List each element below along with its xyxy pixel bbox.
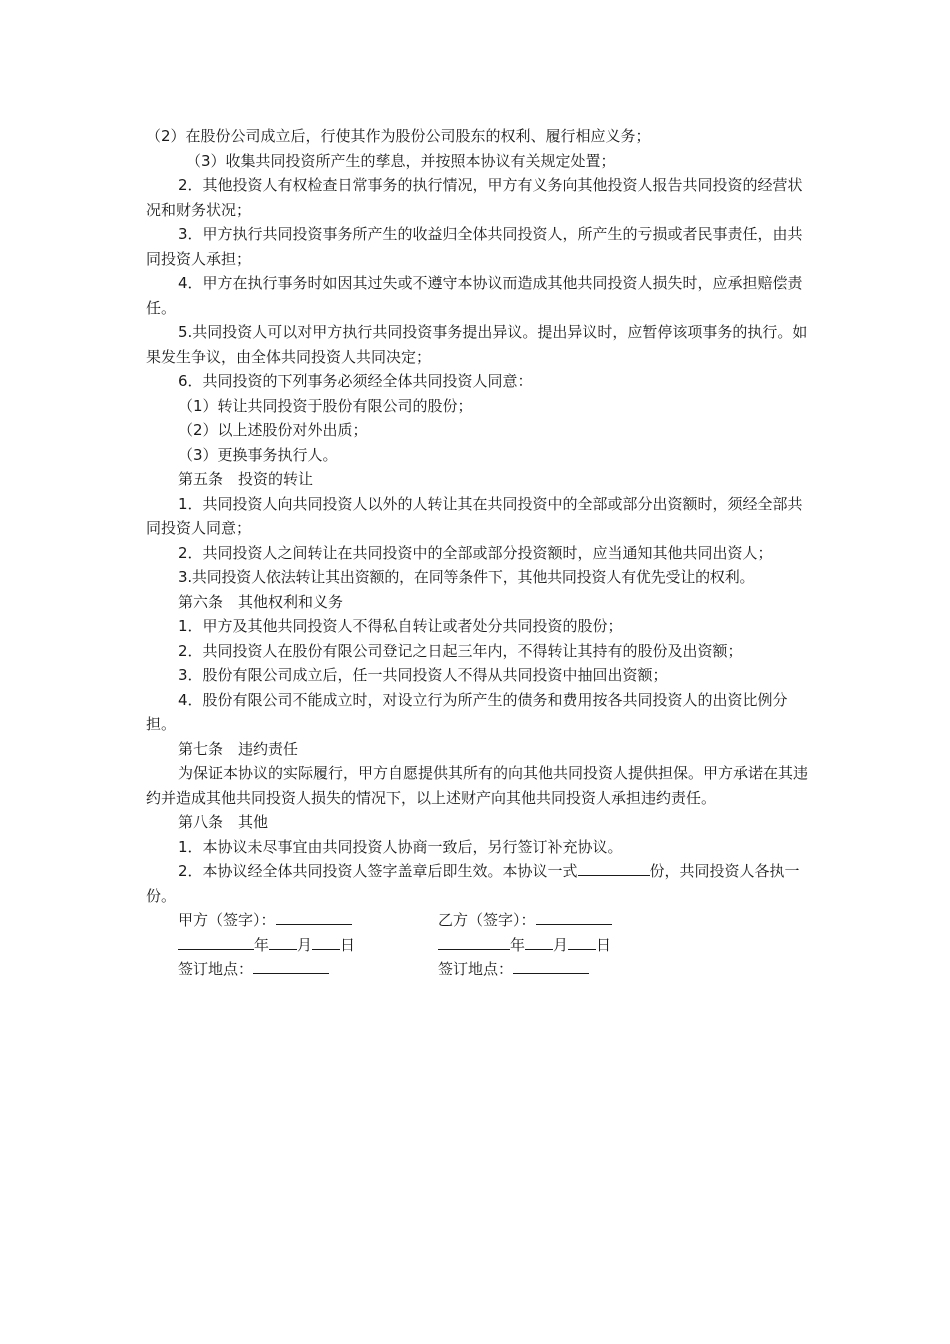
party-a-year-blank (178, 933, 254, 950)
party-a-sign-blank (276, 908, 352, 925)
party-b-place (438, 957, 589, 982)
party-a-day-blank (312, 933, 340, 950)
clause-6-sub-2: （2）以上述股份对外出质； (178, 421, 368, 439)
clause-item-4: 4．甲方在执行事务时如因其过失或不遵守本协议而造成其他共同投资人损失时，应承担赔偿责任。 (146, 274, 803, 317)
party-b-day-label: 日 (596, 935, 612, 954)
party-a-month-blank (269, 933, 297, 950)
clause-6-sub-3: （3）更换事务执行人。 (178, 445, 338, 464)
party-b-place-blank (513, 957, 589, 974)
article-7-body: 为保证本协议的实际履行，甲方自愿提供其所有的向其他共同投资人提供担保。甲方承诺在其违约并造成其他共同投资人损失的情况下，以上述财产向其他共同投资人承担违约责任。 (146, 764, 809, 807)
article-6-item-1: 1．甲方及其他共同投资人不得私自转让或者处分共同投资的股份； (178, 617, 623, 635)
article-8-item-2 (146, 859, 814, 908)
party-a-signature (178, 908, 352, 933)
copies-text-before: 2．本协议经全体共同投资人签字盖章后即生效。本协议一式 (178, 862, 578, 880)
party-b-label: 乙方（签字）： (438, 911, 536, 929)
party-a-month-label: 月 (297, 935, 313, 954)
article-6-heading: 第六条 其他权利和义务 (178, 592, 344, 611)
clause-2-1: （2）在股份公司成立后，行使其作为股份公司股东的权利、履行相应义务； (146, 127, 651, 145)
party-b-year-label: 年 (510, 935, 526, 954)
article-5-heading: 第五条 投资的转让 (178, 470, 314, 488)
clause-item-6: 6．共同投资的下列事务必须经全体共同投资人同意： (178, 372, 533, 390)
party-a-day-label: 日 (340, 935, 356, 954)
article-5-item-2: 2．共同投资人之间转让在共同投资中的全部或部分投资额时，应当通知其他共同出资人； (178, 543, 773, 562)
party-b-month-label: 月 (553, 935, 569, 954)
article-7-heading: 第七条 违约责任 (178, 739, 299, 758)
party-a-place-blank (253, 957, 329, 974)
party-b-month-blank (525, 933, 553, 950)
agreement-body (146, 124, 814, 982)
party-b-signature (438, 908, 612, 933)
party-b-place-label: 签订地点： (438, 960, 514, 978)
party-a-place-label: 签订地点： (178, 960, 254, 978)
article-8-item-1: 1．本协议未尽事宜由共同投资人协商一致后，另行签订补充协议。 (178, 837, 623, 856)
party-b-year-blank (438, 933, 510, 950)
party-a-label: 甲方（签字）： (178, 911, 276, 929)
party-b-sign-blank (536, 908, 612, 925)
clause-2-3: （3）收集共同投资所产生的孳息，并按照本协议有关规定处置； (186, 151, 616, 170)
clause-item-3: 3．甲方执行共同投资事务所产生的收益归全体共同投资人，所产生的亏损或者民事责任，由共同投资人承担； (146, 225, 803, 268)
party-a-date (178, 933, 355, 958)
party-b-date (438, 933, 611, 958)
party-a-year-label: 年 (254, 935, 270, 954)
copies-text-after: 份，共同投资人各执一份。 (146, 862, 800, 905)
copies-blank (578, 859, 650, 876)
clause-item-2: 2．其他投资人有权检查日常事务的执行情况，甲方有义务向其他投资人报告共同投资的经营状况和财务状况； (146, 176, 803, 219)
party-b-day-blank (568, 933, 596, 950)
article-6-item-3: 3．股份有限公司成立后，任一共同投资人不得从共同投资中抽回出资额； (178, 666, 668, 684)
signature-block (146, 908, 814, 982)
article-8-heading: 第八条 其他 (178, 813, 269, 831)
signature-row (146, 908, 814, 933)
article-5-item-3: 3.共同投资人依法转让其出资额的，在同等条件下，其他共同投资人有优先受让的权利。 (178, 568, 755, 586)
article-5-item-1: 1．共同投资人向共同投资人以外的人转让其在共同投资中的全部或部分出资额时，须经全部共同投资人同意； (146, 494, 803, 537)
clause-6-sub-1: （1）转让共同投资于股份有限公司的股份； (178, 396, 473, 415)
party-a-place (178, 957, 329, 982)
place-row (146, 957, 814, 982)
clause-item-5: 5.共同投资人可以对甲方执行共同投资事务提出异议。提出异议时，应暂停该项事务的执行。如果发生争议，由全体共同投资人共同决定； (146, 323, 808, 366)
article-6-item-4: 4．股份有限公司不能成立时，对设立行为所产生的债务和费用按各共同投资人的出资比例分担。 (146, 690, 788, 733)
date-row (146, 933, 814, 958)
article-6-item-2: 2．共同投资人在股份有限公司登记之日起三年内，不得转让其持有的股份及出资额； (178, 641, 743, 660)
